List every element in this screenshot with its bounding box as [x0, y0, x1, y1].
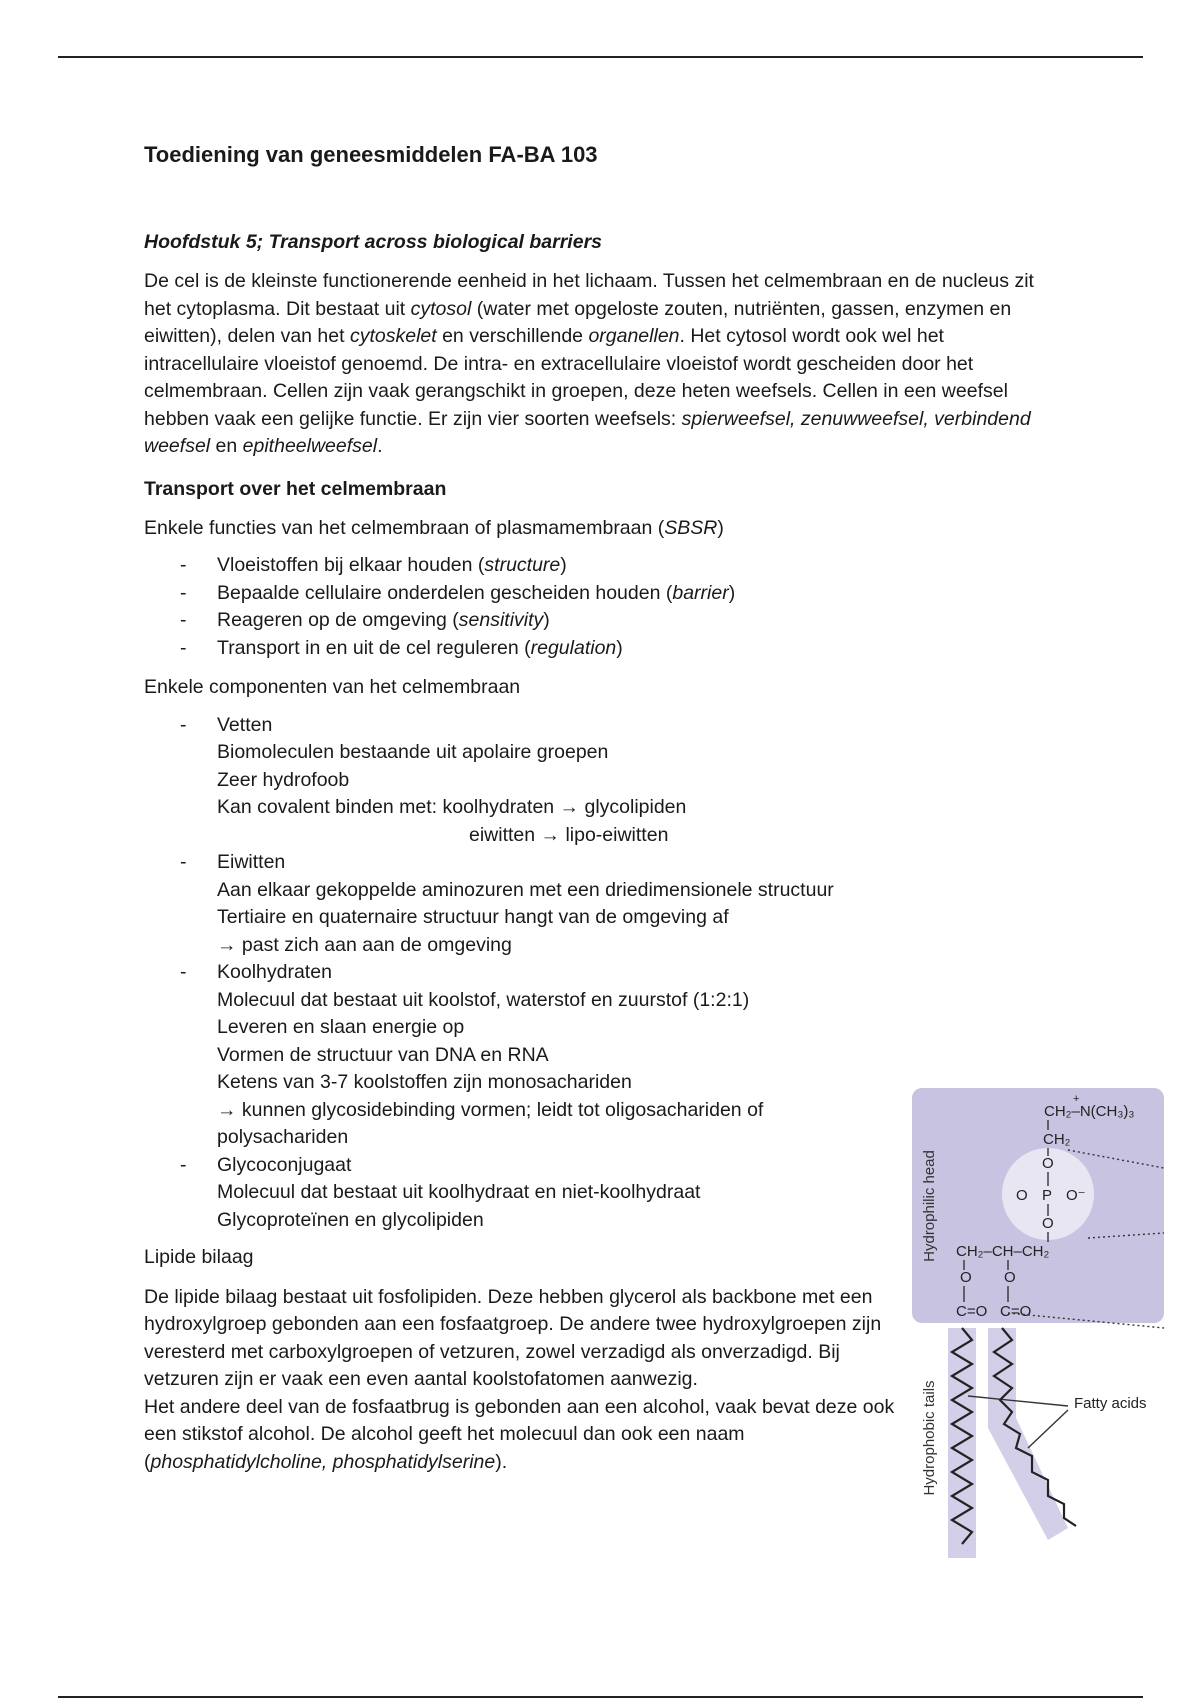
bilayer-heading: Lipide bilaag: [144, 1246, 254, 1268]
text-run: en: [210, 435, 243, 457]
text-run: ): [560, 554, 567, 576]
list-item: [144, 849, 1064, 959]
text-run: ): [728, 581, 736, 604]
component-line: Zeer hydrofoob: [217, 768, 350, 791]
italic-text: barrier: [672, 581, 729, 604]
text-run: ): [616, 636, 623, 659]
italic-text: cytoskelet: [349, 325, 437, 347]
component-title: - Glycoconjugaat: [217, 1153, 352, 1176]
list-item: [144, 635, 1064, 663]
component-title: - Eiwitten: [217, 851, 286, 873]
component-line: Glycoproteïnen en glycolipiden: [217, 1208, 484, 1231]
component-line: Molecuul dat bestaat uit koolstof, waterstof en zuurstof (1:2:1): [217, 988, 750, 1011]
text-run: (water met opgeloste zouten, nutriënten, gassen, enzymen en eiwitten), delen van het: [144, 297, 1012, 347]
oxygen-atom: O: [1016, 1187, 1028, 1204]
carbonyl-group: C=O: [1000, 1303, 1032, 1320]
bilayer-paragraph-2: [144, 1394, 904, 1477]
oxygen-anion: O⁻: [1066, 1187, 1086, 1204]
bilayer-paragraph-1: De lipide bilaag bestaat uit fosfolipiden. Deze hebben glycerol als backbone met een hydroxylgroep gebonden aan een fosfaatgroep. De andere twee hydroxylgroepen zijn veresterd met carboxylgroepen of vetzuren, zowel verzadigd als onverzadigd. Bij vetzuren zijn er vaak een even aantal koolstofatomen aanwezig.: [144, 1285, 882, 1390]
positive-charge: +: [1073, 1093, 1080, 1105]
phosphorus-atom: P: [1042, 1187, 1053, 1204]
text-run: Transport in en uit de cel reguleren (: [217, 636, 531, 659]
list-item: [144, 580, 1064, 608]
oxygen-atom: O: [1042, 1215, 1054, 1232]
component-line: Vormen de structuur van DNA en RNA: [217, 1043, 549, 1066]
component-line: → kunnen glycosidebinding vormen; leidt tot oligosachariden of polysachariden: [217, 1098, 764, 1148]
component-line: Molecuul dat bestaat uit koolhydraat en niet-koolhydraat: [217, 1181, 701, 1203]
top-rule: [58, 56, 1143, 58]
label-fatty-acids: Fatty acids: [1074, 1395, 1147, 1412]
italic-text: spierweefsel, zenuwweefsel, verbindend weefsel: [144, 407, 1031, 457]
tail-band-right: [988, 1328, 1068, 1540]
phospholipid-figure: [908, 1088, 1164, 1558]
component-line: Tertiaire en quaternaire structuur hangt van de omgeving af: [217, 906, 729, 928]
component-title: - Koolhydraten: [217, 961, 332, 983]
text-run: en verschillende: [436, 325, 589, 347]
italic-text: organellen: [588, 325, 680, 347]
methylene-group: CH₂: [1043, 1131, 1071, 1148]
text-run: Bepaalde cellulaire onderdelen gescheiden houden (: [217, 581, 673, 604]
text-run: .: [377, 435, 383, 457]
italic-text: phosphatidylcholine, phosphatidylserine: [150, 1450, 496, 1473]
text-run: ): [717, 516, 724, 539]
list-item: [144, 607, 1064, 635]
italic-text: cytosol: [410, 297, 472, 320]
component-line: → past zich aan aan de omgeving: [217, 933, 512, 956]
functions-intro: [144, 515, 1064, 543]
italic-text: regulation: [530, 636, 617, 659]
component-title: - Vetten: [217, 713, 273, 736]
bottom-rule: [58, 1696, 1143, 1698]
italic-text: epitheelweefsel: [242, 435, 378, 457]
functions-list: [144, 552, 1064, 662]
intro-paragraph: [144, 268, 1064, 461]
component-line: Kan covalent binden met: koolhydraten → glycolipiden: [217, 796, 687, 818]
italic-text: structure: [484, 554, 561, 576]
text-run: ): [543, 609, 550, 631]
document-title: Toediening van geneesmiddelen FA-BA 103: [144, 142, 598, 167]
component-line: Biomoleculen bestaande uit apolaire groepen: [217, 741, 609, 763]
component-line: eiwitten → lipo-eiwitten: [469, 823, 669, 846]
choline-group: CH₂–N(CH₃)₃: [1044, 1103, 1135, 1120]
text-run: Het andere deel van de fosfaatbrug is gebonden aan een alcohol, vaak bevat deze ook een stikstof alcohol. De alcohol geeft het molecuul dan ook een naam (: [144, 1395, 895, 1473]
carbonyl-group: C=O: [956, 1303, 988, 1320]
text-run: ).: [495, 1450, 508, 1473]
label-hydrophobic-tails: Hydrophobic tails: [921, 1380, 938, 1496]
italic-text: SBSR: [664, 516, 718, 539]
component-line: Ketens van 3-7 koolstoffen zijn monosachariden: [217, 1071, 632, 1093]
oxygen-atom: O: [1004, 1269, 1016, 1286]
components-intro: Enkele componenten van het celmembraan: [144, 676, 521, 698]
text-run: Vloeistoffen bij elkaar houden (: [217, 554, 485, 576]
text-run: Enkele functies van het celmembraan of plasmamembraan (: [144, 516, 665, 539]
transport-heading: Transport over het celmembraan: [144, 477, 447, 500]
component-line: Aan elkaar gekoppelde aminozuren met een driedimensionele structuur: [217, 878, 834, 901]
text-run: Reageren op de omgeving (: [217, 609, 459, 631]
list-item: [144, 552, 1064, 580]
text-run: De cel is de kleinste functionerende eenheid in het lichaam. Tussen het celmembraan en de nucleus zit het cytoplasma. Dit bestaat uit: [144, 270, 1034, 320]
glycerol-backbone: CH₂–CH–CH₂: [956, 1243, 1050, 1260]
component-line: Leveren en slaan energie op: [217, 1016, 465, 1038]
chapter-heading: Hoofdstuk 5; Transport across biological barriers: [144, 231, 603, 253]
text-run: . Het cytosol wordt ook wel het intracellulaire vloeistof genoemd. De intra- en extracellulaire vloeistof wordt gescheiden door het celmembraan. Cellen zijn vaak gerangschikt in groepen, deze heten weefsels. Cellen in een weefsel hebben vaak een gelijke functie. Er zijn vier soorten weefsels:: [144, 325, 1008, 430]
list-item: [144, 712, 1064, 850]
oxygen-atom: O: [960, 1269, 972, 1286]
italic-text: sensitivity: [458, 609, 544, 631]
oxygen-atom: O: [1042, 1155, 1054, 1172]
label-hydrophilic-head: Hydrophilic head: [921, 1150, 938, 1262]
